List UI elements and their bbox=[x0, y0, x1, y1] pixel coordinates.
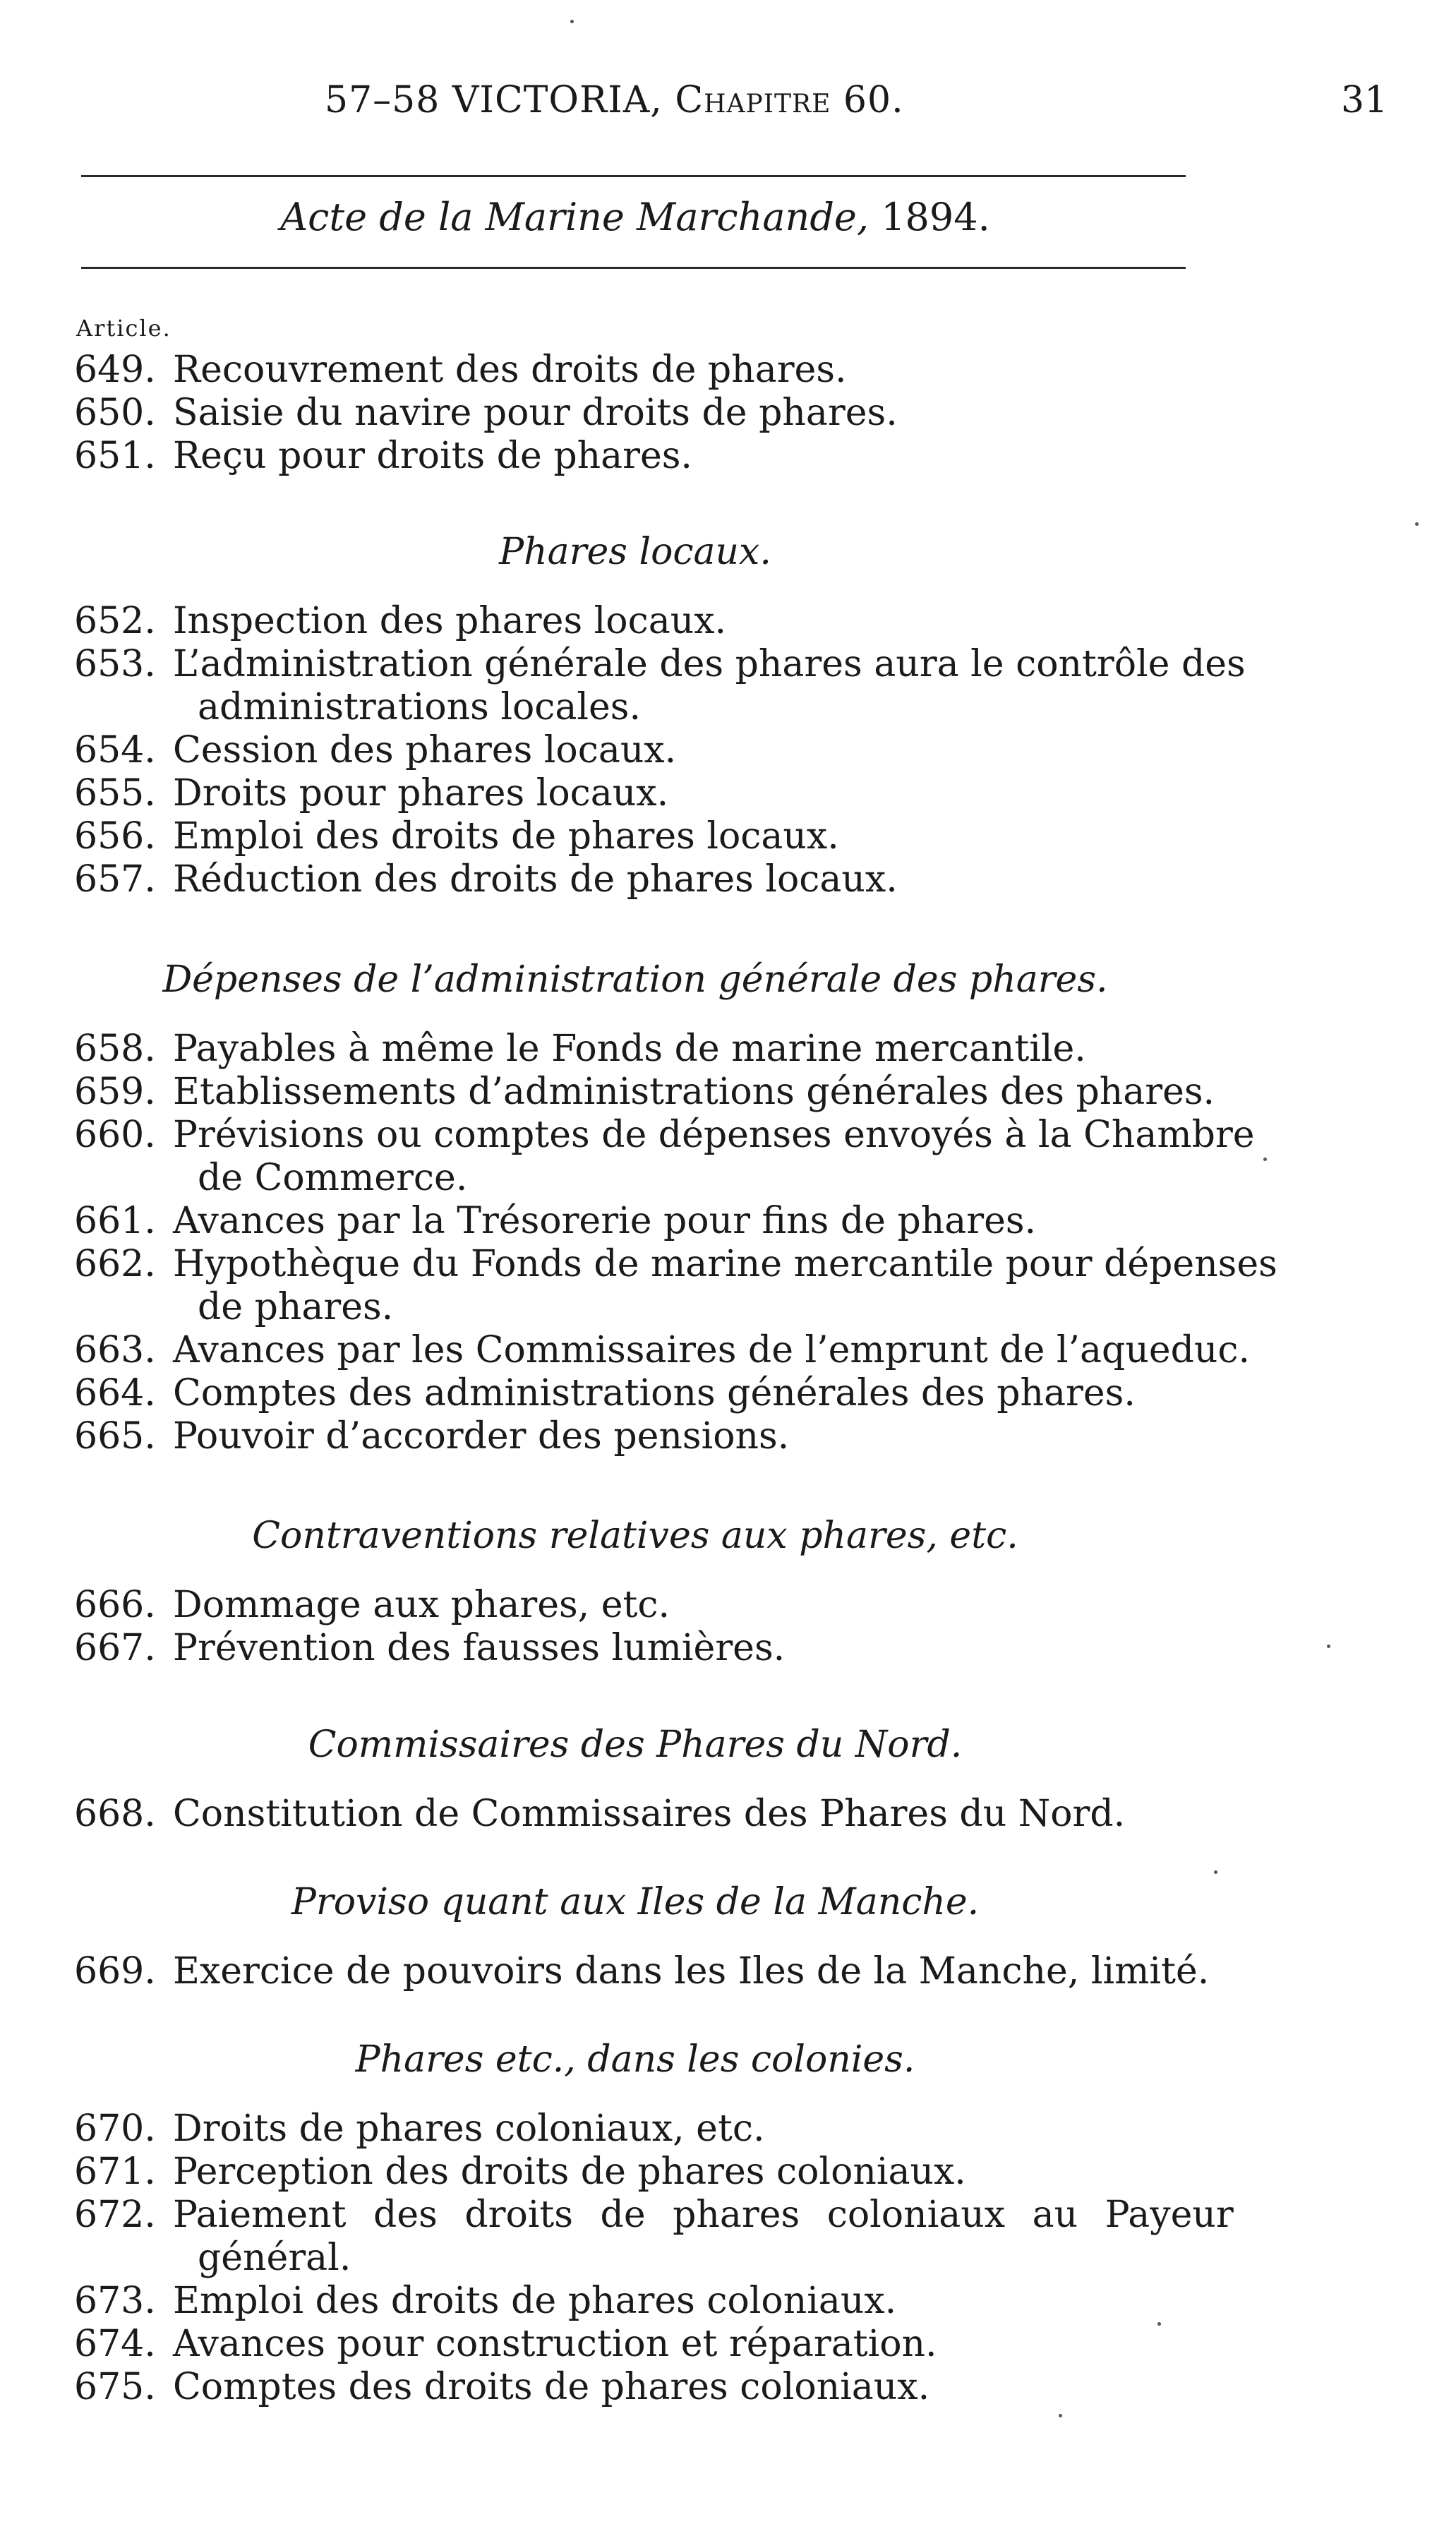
article-number: 669. bbox=[74, 1950, 156, 1993]
act-title-text: Acte de la Marine Marchande, bbox=[280, 195, 882, 239]
list-item bbox=[74, 1950, 1210, 1993]
list-item bbox=[74, 2108, 1203, 2151]
article-number: 672. bbox=[74, 2194, 156, 2236]
list-item bbox=[74, 2280, 1203, 2323]
list-item bbox=[74, 2366, 1203, 2409]
article-number: 668. bbox=[74, 1793, 156, 1835]
list-item bbox=[74, 349, 1203, 392]
article-number: 651. bbox=[74, 435, 156, 477]
section-heading: Proviso quant aux Iles de la Manche. bbox=[291, 1881, 980, 1923]
act-title bbox=[0, 195, 1270, 239]
article-number: 674. bbox=[74, 2323, 156, 2365]
article-number: 653. bbox=[74, 643, 156, 685]
article-text: Pouvoir d’accorder des pensions. bbox=[173, 1415, 790, 1458]
list-item bbox=[74, 600, 1203, 643]
article-text: Réduction des droits de phares locaux. bbox=[173, 858, 898, 901]
article-text-continuation: administrations locales. bbox=[198, 686, 642, 728]
article-number: 661. bbox=[74, 1200, 156, 1242]
list-item bbox=[74, 858, 1203, 901]
list-item bbox=[74, 1243, 1277, 1329]
article-number: 657. bbox=[74, 858, 156, 901]
article-text: Emploi des droits de phares locaux. bbox=[173, 815, 839, 858]
page-number: 31 bbox=[1341, 79, 1388, 121]
article-number: 666. bbox=[74, 1584, 156, 1626]
article-text: Payables à même le Fonds de marine mercantile. bbox=[173, 1028, 1086, 1070]
article-text: Avances par la Trésorerie pour fins de phares. bbox=[173, 1200, 1037, 1242]
list-item bbox=[74, 1415, 1203, 1458]
article-number: 671. bbox=[74, 2151, 156, 2193]
article-text: Reçu pour droits de phares. bbox=[173, 435, 692, 477]
scan-speck bbox=[1157, 2322, 1161, 2326]
list-item bbox=[74, 1200, 1203, 1243]
scan-speck bbox=[1263, 1158, 1267, 1161]
article-number: 664. bbox=[74, 1372, 156, 1414]
running-head-main: 57–58 VICTORIA, bbox=[325, 79, 675, 121]
article-number: 667. bbox=[74, 1627, 156, 1669]
article-number: 658. bbox=[74, 1028, 156, 1070]
article-text: Prévention des fausses lumières. bbox=[173, 1627, 786, 1669]
article-text: Emploi des droits de phares coloniaux. bbox=[173, 2280, 897, 2322]
list-item bbox=[74, 392, 1203, 435]
article-number: 659. bbox=[74, 1071, 156, 1113]
act-year: 1894. bbox=[881, 195, 990, 239]
article-number: 654. bbox=[74, 729, 156, 771]
article-text: Perception des droits de phares coloniaux. bbox=[173, 2151, 966, 2193]
article-label: Article. bbox=[76, 315, 172, 342]
article-text: Dommage aux phares, etc. bbox=[173, 1584, 670, 1626]
section-heading: Phares etc., dans les colonies. bbox=[355, 2038, 915, 2081]
article-number: 673. bbox=[74, 2280, 156, 2322]
section-heading: Phares locaux. bbox=[499, 531, 771, 573]
article-number: 650. bbox=[74, 392, 156, 434]
article-number: 675. bbox=[74, 2366, 156, 2408]
article-text: L’administration générale des phares aura le contrôle des bbox=[173, 643, 1246, 685]
article-text-continuation: de phares. bbox=[198, 1286, 394, 1328]
list-item bbox=[74, 1584, 1203, 1627]
article-text: Droits de phares coloniaux, etc. bbox=[173, 2108, 765, 2150]
article-text: Recouvrement des droits de phares. bbox=[173, 349, 847, 391]
article-number: 670. bbox=[74, 2108, 156, 2150]
article-number: 663. bbox=[74, 1329, 156, 1371]
list-item bbox=[74, 1028, 1203, 1071]
list-item bbox=[74, 1071, 1215, 1114]
list-item bbox=[74, 815, 1203, 858]
scan-speck bbox=[570, 20, 574, 23]
article-number: 656. bbox=[74, 815, 156, 858]
article-text: Avances par les Commissaires de l’emprunt de l’aqueduc. bbox=[173, 1329, 1251, 1371]
section-heading: Contraventions relatives aux phares, etc. bbox=[252, 1515, 1018, 1557]
article-text: Inspection des phares locaux. bbox=[173, 600, 727, 642]
list-item bbox=[74, 435, 1203, 478]
scan-speck bbox=[1327, 1645, 1330, 1648]
article-text: Prévisions ou comptes de dépenses envoyés à la Chambre bbox=[173, 1114, 1255, 1156]
article-text-continuation: général. bbox=[198, 2237, 351, 2279]
article-number: 660. bbox=[74, 1114, 156, 1156]
article-number: 652. bbox=[74, 600, 156, 642]
list-item bbox=[74, 772, 1203, 815]
section-heading: Dépenses de l’administration générale des phares. bbox=[162, 958, 1108, 1001]
running-head-chapter: Chapitre 60. bbox=[675, 79, 904, 121]
article-number: 662. bbox=[74, 1243, 156, 1285]
top-rule bbox=[81, 175, 1186, 177]
list-item bbox=[74, 1114, 1255, 1200]
article-number: 665. bbox=[74, 1415, 156, 1458]
list-item bbox=[74, 1793, 1203, 1836]
article-text: Cession des phares locaux. bbox=[173, 729, 677, 771]
list-item bbox=[74, 643, 1246, 729]
scan-speck bbox=[1059, 2414, 1062, 2417]
article-text: Exercice de pouvoirs dans les Iles de la Manche, limité. bbox=[173, 1950, 1210, 1993]
article-text: Etablissements d’administrations générales des phares. bbox=[173, 1071, 1215, 1113]
article-text: Constitution de Commissaires des Phares du Nord. bbox=[173, 1793, 1126, 1835]
bottom-rule bbox=[81, 267, 1186, 269]
article-text: Paiement des droits de phares coloniaux au Payeur bbox=[173, 2194, 1234, 2236]
article-number: 655. bbox=[74, 772, 156, 815]
article-text: Saisie du navire pour droits de phares. bbox=[173, 392, 898, 434]
list-item bbox=[74, 1329, 1251, 1372]
article-text: Comptes des droits de phares coloniaux. bbox=[173, 2366, 930, 2408]
scan-speck bbox=[1214, 1870, 1217, 1874]
list-item bbox=[74, 729, 1203, 772]
running-head bbox=[325, 79, 904, 121]
list-item bbox=[74, 2151, 1203, 2194]
list-item bbox=[74, 1372, 1203, 1415]
article-text: Droits pour phares locaux. bbox=[173, 772, 669, 815]
section-heading: Commissaires des Phares du Nord. bbox=[308, 1724, 963, 1766]
article-text: Avances pour construction et réparation. bbox=[173, 2323, 937, 2365]
article-text: Comptes des administrations générales des phares. bbox=[173, 1372, 1136, 1414]
list-item bbox=[74, 1627, 1203, 1670]
list-item bbox=[74, 2194, 1234, 2280]
article-number: 649. bbox=[74, 349, 156, 391]
article-text-continuation: de Commerce. bbox=[198, 1157, 468, 1199]
list-item bbox=[74, 2323, 1203, 2366]
scan-speck bbox=[1415, 522, 1419, 526]
article-text: Hypothèque du Fonds de marine mercantile pour dépenses bbox=[173, 1243, 1277, 1285]
